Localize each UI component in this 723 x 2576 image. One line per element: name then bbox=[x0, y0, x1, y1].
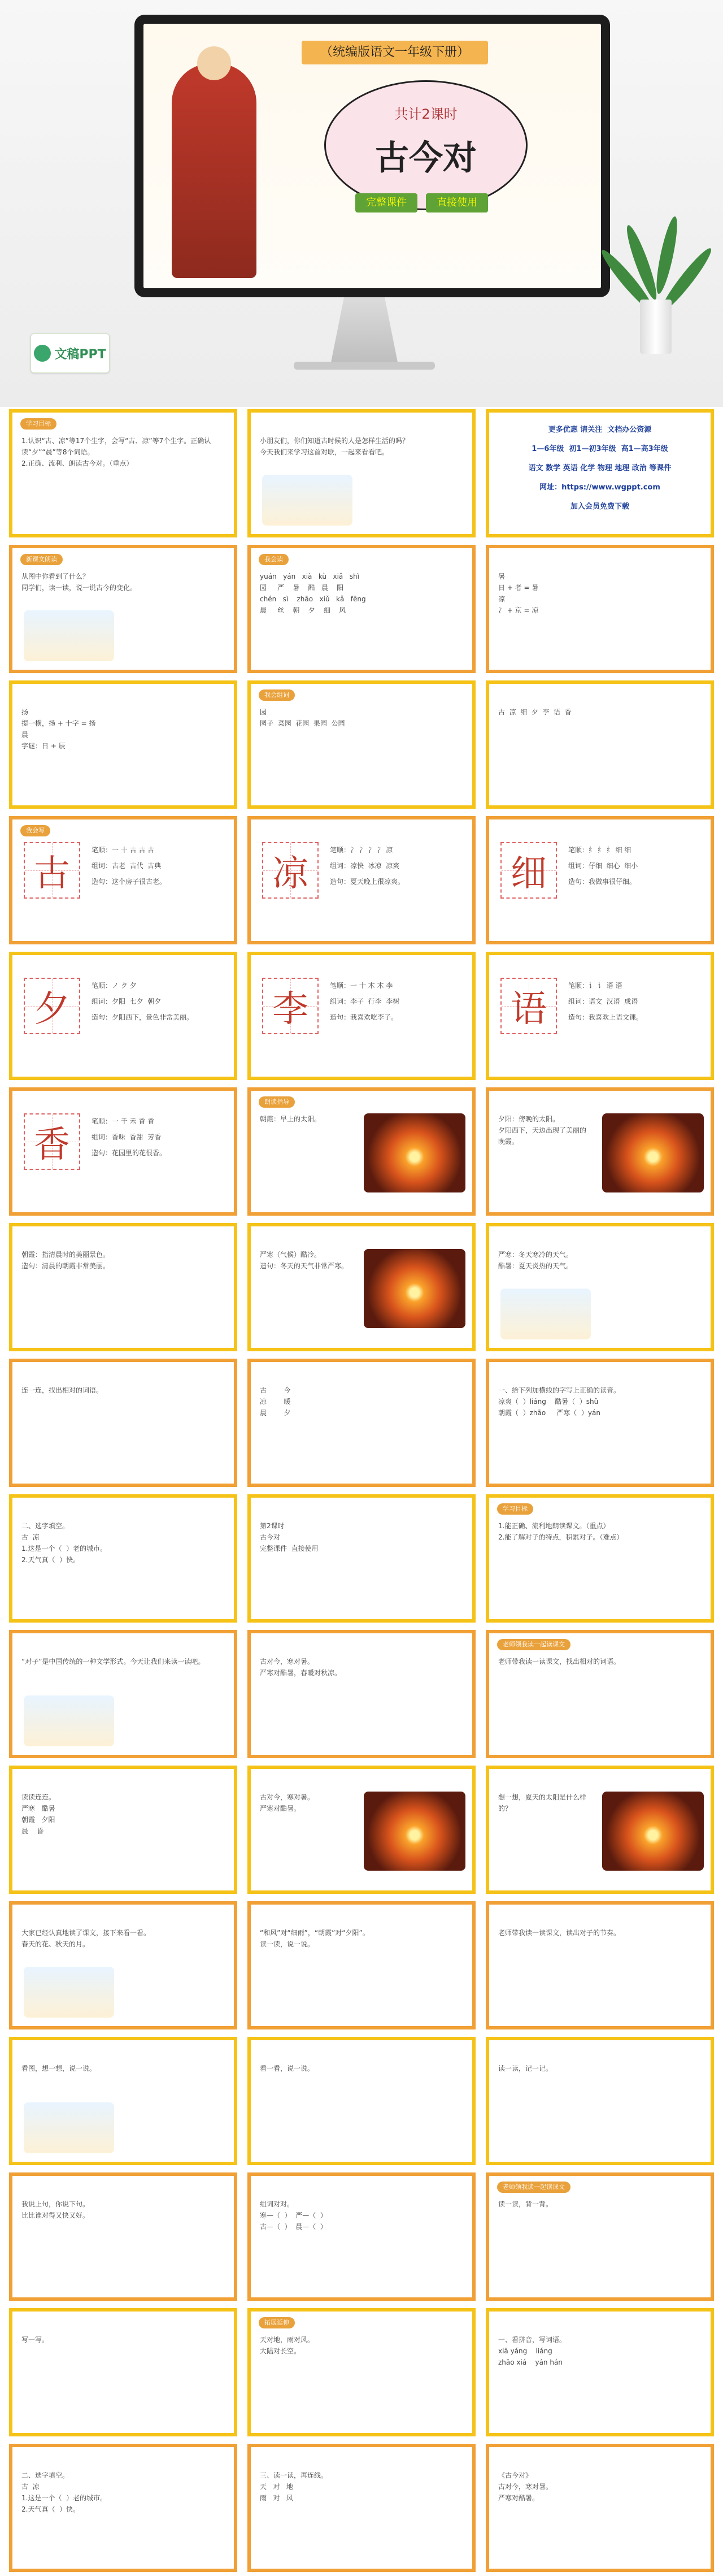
slide-text: 老师带我读一读课文，找出相对的词语。 bbox=[498, 1658, 621, 1666]
illustration-image bbox=[262, 475, 352, 526]
slide-thumb[interactable] bbox=[486, 1494, 714, 1623]
character-grid bbox=[24, 1113, 80, 1170]
slide-thumb[interactable] bbox=[9, 816, 237, 944]
monitor-stand bbox=[330, 297, 398, 365]
slide-thumb[interactable] bbox=[247, 1087, 476, 1216]
slide-thumb[interactable] bbox=[9, 1223, 237, 1351]
slide-section-label: 老师领我读一起读课文 bbox=[497, 2182, 570, 2193]
monitor bbox=[134, 15, 610, 297]
slide-thumb[interactable] bbox=[9, 1359, 237, 1487]
character-grid bbox=[500, 978, 557, 1034]
slide-text: 笔顺：一 千 禾 香 香 组词：香味 香甜 芳香 造句：花园里的花很香。 bbox=[92, 1117, 167, 1157]
slide-thumb[interactable] bbox=[486, 1630, 714, 1758]
slide-thumb[interactable] bbox=[247, 1494, 476, 1623]
slide-thumb[interactable] bbox=[9, 2037, 237, 2165]
illustration-image bbox=[24, 610, 114, 661]
illustration-image bbox=[24, 2102, 114, 2153]
slide-thumb[interactable] bbox=[486, 816, 714, 944]
character: 细 bbox=[511, 853, 547, 895]
slide-text: 写一写。 bbox=[21, 2336, 49, 2344]
slide-thumb[interactable] bbox=[486, 1087, 714, 1216]
slide-text: 二、选字填空。 古 凉 1.这是一个（ ）老的城市。 2.天气真（ ）快。 bbox=[21, 1522, 107, 1564]
lessons-label: 共计2课时 bbox=[394, 106, 458, 122]
slide-text: 第2课时 古今对 完整课件 直接使用 bbox=[260, 1522, 319, 1552]
slide-text: 想一想，夏天的太阳是什么样的？ bbox=[498, 1793, 587, 1812]
slide-section-label: 我会组词 bbox=[259, 689, 295, 701]
slide-text: 一、看拼音，写词语。 xiā yáng liáng zhāo xiá yán hán bbox=[498, 2336, 567, 2366]
slide-text: 古 凉 细 夕 李 语 香 bbox=[498, 708, 572, 716]
series-ribbon: （统编版语文一年级下册） bbox=[302, 41, 488, 64]
slide-thumb[interactable] bbox=[247, 2444, 476, 2572]
slide-section-label: 我会写 bbox=[20, 825, 50, 836]
slide-text: 《古今对》 古对今，寒对暑。 严寒对酷暑。 bbox=[498, 2471, 553, 2502]
illustration-image bbox=[500, 1289, 591, 1339]
plant-decoration bbox=[624, 187, 686, 356]
slide-thumb[interactable] bbox=[9, 2444, 237, 2572]
brand-name: 文稿PPT bbox=[54, 347, 106, 362]
slide-text: “对子”是中国传统的一种文学形式。今天让我们来读一读吧。 bbox=[21, 1658, 205, 1666]
slide-text: 1.能正确、流利地朗读课文。（重点） 2.能了解对子的特点，积累对子。（难点） bbox=[498, 1522, 624, 1541]
illustration-image bbox=[24, 1695, 114, 1746]
slide-thumb[interactable] bbox=[486, 1359, 714, 1487]
slide-thumb[interactable] bbox=[9, 680, 237, 809]
slide-text: 夕阳：傍晚的太阳。 夕阳西下，天边出现了美丽的晚霞。 bbox=[498, 1115, 587, 1146]
sunset-image bbox=[364, 1792, 465, 1871]
character-grid bbox=[262, 978, 319, 1034]
character-grid bbox=[24, 978, 80, 1034]
slide-text: 看图，想一想，说一说。 bbox=[21, 2065, 97, 2072]
slide-thumb[interactable] bbox=[247, 1359, 476, 1487]
slide-thumb[interactable] bbox=[9, 1766, 237, 1894]
slide-text: yuán yán xià kù xiǎ shì 园 严 暑 酷 晨 阳 chén sì zhāo xiǔ kǎ fēng 晨 丝 朝 夕 细 风 bbox=[260, 573, 366, 614]
character: 香 bbox=[34, 1124, 70, 1166]
slide-thumb[interactable] bbox=[247, 545, 476, 673]
slide-text: 老师带我读一读课文，读出对子的节奏。 bbox=[498, 1929, 621, 1937]
slide-thumb[interactable] bbox=[486, 680, 714, 809]
slide-text: 古 今 凉 暖 晨 夕 bbox=[260, 1386, 291, 1417]
slide-thumb[interactable] bbox=[9, 952, 237, 1080]
slide-thumb[interactable] bbox=[9, 1901, 237, 2029]
character-grid bbox=[24, 842, 80, 899]
character: 古 bbox=[34, 853, 70, 895]
slide-thumb[interactable] bbox=[9, 1630, 237, 1758]
slide-thumb[interactable] bbox=[486, 2444, 714, 2572]
slide-section-label: 学习目标 bbox=[20, 418, 56, 430]
slide-thumb[interactable] bbox=[486, 1766, 714, 1894]
slide-text: 看一看，说一说。 bbox=[260, 2065, 315, 2072]
slide-thumb[interactable] bbox=[247, 2037, 476, 2165]
slide-thumb[interactable] bbox=[247, 1630, 476, 1758]
slide-thumb[interactable] bbox=[247, 2308, 476, 2436]
main-title: 古今对 bbox=[375, 138, 477, 178]
slide-text: “和风”对“细雨”，“朝霞”对“夕阳”。 读一读，说一说。 bbox=[260, 1929, 369, 1948]
slide-thumb[interactable] bbox=[247, 1766, 476, 1894]
slide-text: 三、读一读，再连线。 天 对 地 雨 对 风 bbox=[260, 2471, 328, 2502]
slide-section-label: 拓展延伸 bbox=[259, 2317, 295, 2328]
slide-text: 笔顺：冫 冫 冫 冫 凉 组词：凉快 冰凉 凉爽 造句：夏天晚上很凉爽。 bbox=[330, 846, 405, 886]
slide-section-label: 新课文朗读 bbox=[20, 554, 63, 565]
slide-text: 二、选字填空。 古 凉 1.这是一个（ ）老的城市。 2.天气真（ ）快。 bbox=[21, 2471, 107, 2513]
slide-thumb[interactable] bbox=[9, 1494, 237, 1623]
sage-figure bbox=[172, 63, 256, 278]
slide-thumb[interactable] bbox=[486, 952, 714, 1080]
slide-thumb[interactable] bbox=[247, 816, 476, 944]
slide-text: 组词对对。 寒—（ ） 严—（ ） 古—（ ） 晨—（ ） bbox=[260, 2200, 327, 2231]
slide-thumb[interactable] bbox=[247, 1223, 476, 1351]
slide-section-label: 学习目标 bbox=[497, 1503, 533, 1515]
sunset-image bbox=[364, 1113, 465, 1192]
slide-thumb[interactable] bbox=[9, 1087, 237, 1216]
slide-thumb[interactable] bbox=[9, 2308, 237, 2436]
slide-text: 朝霞：指清晨时的美丽景色。 造句：清晨的朝霞非常美丽。 bbox=[21, 1251, 110, 1270]
slide-text: 读读连连。 严寒 酷暑 朝霞 夕阳 晨 昏 bbox=[21, 1793, 56, 1835]
slide-text: 天对地，雨对风。 大陆对长空。 bbox=[260, 2336, 315, 2355]
slide-text: 我说上句，你说下句。 比比谁对得又快又好。 bbox=[21, 2200, 90, 2219]
slide-thumb[interactable] bbox=[247, 2172, 476, 2301]
slide-text: 古对今，寒对暑。 严寒对酷暑，春暖对秋凉。 bbox=[260, 1658, 342, 1677]
slide-section-label: 我会读 bbox=[259, 554, 289, 565]
sunset-image bbox=[602, 1113, 704, 1192]
slide-text: 扬 提一横，扬 + 十字 = 扬 晨 字谜：日 + 辰 bbox=[21, 708, 96, 750]
complete-tag[interactable]: 完整课件 bbox=[355, 193, 417, 213]
slide-text: 笔顺：ノ ク 夕 组词：夕阳 七夕 朝夕 造句：夕阳西下，景色非常美丽。 bbox=[92, 982, 194, 1021]
character: 夕 bbox=[34, 988, 70, 1030]
slide-text: 笔顺：一 十 古 古 古 组词：古老 古代 古典 造句：这个房子很古老。 bbox=[92, 846, 167, 886]
sage-head bbox=[197, 46, 231, 80]
slide-thumb[interactable] bbox=[247, 952, 476, 1080]
promo-text: 更多优惠 请关注 文档办公资源 1—6年级 初1—初3年级 高1—高3年级 语文 数学 英语 化学 物理 地理 政治 等课件 网址：https://www.wgppt.com 加入会员免费下载 bbox=[528, 426, 672, 511]
slide-thumb[interactable] bbox=[486, 2037, 714, 2165]
slide-thumb[interactable] bbox=[486, 545, 714, 673]
character: 李 bbox=[272, 988, 308, 1030]
slide-thumb[interactable] bbox=[9, 409, 237, 537]
slide-text: 读一读，背一背。 bbox=[498, 2200, 553, 2208]
slide-text: 连一连，找出相对的词语。 bbox=[21, 1386, 103, 1394]
slide-text: 从图中你看到了什么？ 同学们，读一读，说一说古今的变化。 bbox=[21, 573, 137, 592]
slide-text: 小朋友们，你们知道古时候的人是怎样生活的吗？ 今天我们来学习这首对联，一起来看看吧。 bbox=[260, 437, 410, 456]
slide-thumb[interactable] bbox=[486, 1901, 714, 2029]
slide-thumb[interactable] bbox=[9, 2172, 237, 2301]
slide-thumb[interactable] bbox=[247, 409, 476, 537]
slide-text: 笔顺：一 十 木 木 李 组词：李子 行李 李树 造句：我喜欢吃李子。 bbox=[330, 982, 400, 1021]
slide-text: 严寒：冬天寒冷的天气。 酷暑：夏天炎热的天气。 bbox=[498, 1251, 573, 1270]
character: 凉 bbox=[272, 853, 308, 895]
use-tag[interactable]: 直接使用 bbox=[426, 193, 488, 213]
slide-text: 暑 日 + 者 = 暑 凉 冫 + 京 = 凉 bbox=[498, 573, 539, 614]
slide-text: 笔顺：纟 纟 纟 细 细 组词：仔细 细心 细小 造句：我做事很仔细。 bbox=[568, 846, 638, 886]
illustration-image bbox=[24, 1967, 114, 2018]
slide-thumb[interactable] bbox=[247, 680, 476, 809]
slide-thumb[interactable] bbox=[9, 545, 237, 673]
slide-thumb[interactable] bbox=[486, 2172, 714, 2301]
slide-section-label: 老师领我读一起读课文 bbox=[497, 1639, 570, 1650]
slide-thumb[interactable] bbox=[486, 409, 714, 537]
monitor-screen bbox=[143, 24, 601, 288]
hero-banner bbox=[0, 0, 723, 407]
character: 语 bbox=[511, 988, 547, 1030]
slide-text: 大家已经认真地读了课文，接下来看一看。 春天的花、秋天的月。 bbox=[21, 1929, 151, 1948]
monitor-base bbox=[294, 362, 435, 370]
slide-text: 朝霞：早上的太阳。 bbox=[260, 1115, 321, 1123]
slide-section-label: 朗读指导 bbox=[259, 1096, 295, 1108]
slide-text: 读一读，记一记。 bbox=[498, 2065, 553, 2072]
sunset-image bbox=[364, 1249, 465, 1328]
brand-logo-icon bbox=[34, 345, 51, 362]
slide-thumb[interactable] bbox=[486, 1223, 714, 1351]
slide-text: 古对今，寒对暑。 严寒对酷暑。 bbox=[260, 1793, 315, 1812]
character-grid bbox=[262, 842, 319, 899]
slide-thumb[interactable] bbox=[247, 1901, 476, 2029]
slide-text: 园 园子 菜园 花园 果园 公园 bbox=[260, 708, 345, 727]
slide-text: 严寒（气候）酷冷。 造句：冬天的天气非常严寒。 bbox=[260, 1251, 349, 1270]
slide-thumb[interactable] bbox=[486, 2308, 714, 2436]
brand-badge bbox=[31, 333, 110, 373]
sunset-image bbox=[602, 1792, 704, 1871]
slide-text: 一、给下列加横线的字写上正确的读音。 凉爽（ ）liáng 酷暑（ ）shǔ 朝霞（ ）zhāo 严寒（ ）yán bbox=[498, 1386, 621, 1417]
slide-text: 1.认识“古、凉”等17个生字，会写“古、凉”等7个生字。正确认读“夕”“晨”等8个词语。 2.正确、流利、朗读古今对。（重点） bbox=[21, 437, 211, 467]
slide-text: 笔顺：讠 讠 语 语 组词：语文 汉语 成语 造句：我喜欢上语文课。 bbox=[568, 982, 643, 1021]
character-grid bbox=[500, 842, 557, 899]
